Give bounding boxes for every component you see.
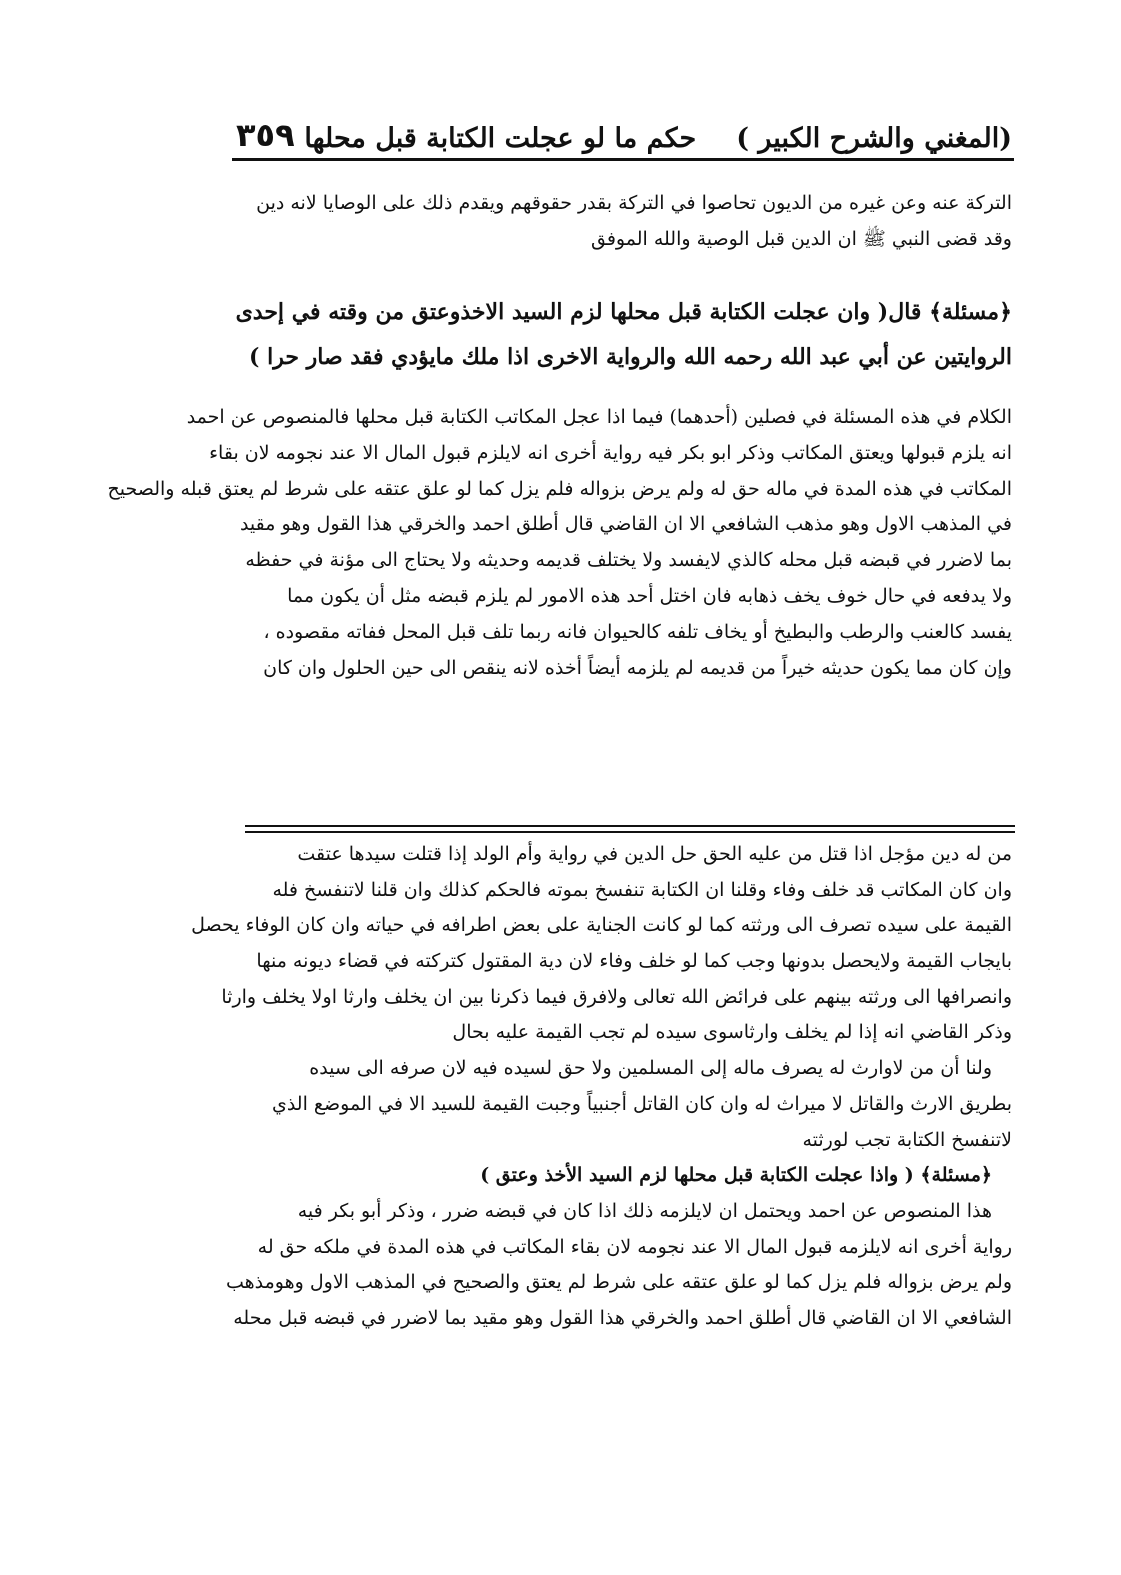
text-line: هذا المنصوص عن احمد ويحتمل ان لايلزمه ذلك اذا كان في قبضه ضرر ، وذكر أبو بكر فيه xyxy=(297,1199,992,1222)
chapter-title: حكم ما لو عجلت الكتابة قبل محلها xyxy=(304,123,697,154)
text-line: من له دين مؤجل اذا قتل من عليه الحق حل الدين في رواية وأم الولد إذا قتلت سيدها عتقت xyxy=(297,843,1012,865)
text-line: الكلام في هذه المسئلة في فصلين (أحدهما) فيما اذا عجل المكاتب الكتابة قبل محلها فالمنصوص عن احمد xyxy=(186,406,1012,428)
text-line: المكاتب في هذه المدة في ماله حق له ولم يرض بزواله فلم يزل كما لو علق عتقه على شرط لم يعتق قبله والصحيح xyxy=(107,477,1012,500)
masala-line: الروايتين عن أبي عبد الله رحمه الله والرواية الاخرى اذا ملك مايؤدي فقد صار حرا ) xyxy=(249,344,1012,370)
text-line: وقد قضى النبي ﷺ ان الدين قبل الوصية والله الموفق xyxy=(591,227,1012,250)
masala-line: ﴿مسئلة﴾ قال( وان عجلت الكتابة قبل محلها لزم السيد الاخذوعتق من وقته في إحدى xyxy=(235,299,1012,325)
text-line: بايجاب القيمة ولايحصل بدونها وجب كما لو خلف وفاء لان دية المقتول كتركته في قضاء ديونه منها xyxy=(256,950,1012,973)
top-paragraph xyxy=(236,186,1012,258)
text-line: وانصرافها الى ورثته بينهم على فرائض الله تعالى ولافرق فيما ذكرنا بين ان يخلف وارثا اولا يخلف وارثا xyxy=(221,985,1012,1008)
commentary-paragraph xyxy=(107,400,1012,686)
text-line: انه يلزم قبولها ويعتق المكاتب وذكر ابو بكر فيه رواية أخرى انه لايلزم قبول المال الا عند نجومه لان بقاء xyxy=(209,441,1012,464)
text-line: وذكر القاضي انه إذا لم يخلف وارثاسوى سيده لم تجب القيمة عليه بحال xyxy=(452,1021,1012,1044)
header-rule xyxy=(232,158,1014,161)
text-line: بما لاضرر في قبضه قبل محله كالذي لايفسد ولا يختلف قديمه وحديثه ولا يحتاج الى مؤنة في حفظه xyxy=(245,549,1012,572)
text-line: الشافعي الا ان القاضي قال أطلق احمد والخرقي هذا القول وهو مقيد بما لاضرر في قبضه قبل محله xyxy=(233,1306,1012,1329)
text-line: رواية أخرى انه لايلزمه قبول المال الا عند نجومه لان بقاء المكاتب في هذه المدة في ملكه حق له xyxy=(257,1235,1012,1258)
text-line: في المذهب الاول وهو مذهب الشافعي الا ان القاضي قال أطلق احمد والخرقي هذا القول وهو مقيد xyxy=(239,513,1012,536)
masala-subheading: ﴿مسئلة﴾ ( واذا عجلت الكتابة قبل محلها لزم السيد الأخذ وعتق ) xyxy=(480,1164,992,1187)
text-line: ولنا أن من لاوارث له يصرف ماله إلى المسلمين ولا حق لسيده فيه لان صرفه الى سيده xyxy=(309,1057,992,1080)
running-header xyxy=(236,108,1012,154)
text-line: بطريق الارث والقاتل لا ميراث له وان كان القاتل أجنبياً وجبت القيمة للسيد الا في الموضع الذي xyxy=(271,1092,1012,1115)
text-line: التركة عنه وعن غيره من الديون تحاصوا في التركة بقدر حقوقهم ويقدم ذلك على الوصايا لانه دين xyxy=(256,192,1012,214)
book-title: (المغني والشرح الكبير ) xyxy=(736,123,1012,154)
masala-heading xyxy=(236,290,1012,380)
lower-commentary xyxy=(191,837,1012,1337)
section-divider xyxy=(245,831,1015,833)
page-number: ٣٥٩ xyxy=(236,116,295,154)
text-line: وان كان المكاتب قد خلف وفاء وقلنا ان الكتابة تنفسخ بموته فالحكم كذلك وان قلنا لاتنفسخ فله xyxy=(272,878,1012,901)
text-line: يفسد كالعنب والرطب والبطيخ أو يخاف تلفه كالحيوان فانه ربما تلف قبل المحل ففاته مقصوده ، xyxy=(263,620,1012,643)
section-divider xyxy=(245,825,1015,827)
text-line: لاتنفسخ الكتابة تجب لورثته xyxy=(802,1128,1012,1151)
text-line: القيمة على سيده تصرف الى ورثته كما لو كانت الجناية على بعض اطرافه في حياته وان كان الوفاء يحصل xyxy=(191,914,1012,937)
text-line: ولا يدفعه في حال خوف يخف ذهابه فان اختل أحد هذه الامور لم يلزم قبضه مثل أن يكون مما xyxy=(287,584,1012,607)
text-line: ولم يرض بزواله فلم يزل كما لو علق عتقه على شرط لم يعتق والصحيح في المذهب الاول وهومذهب xyxy=(225,1271,1012,1294)
text-line: وإن كان مما يكون حديثه خيراً من قديمه لم يلزمه أيضاً أخذه لانه ينقص الى حين الحلول وان كان xyxy=(263,656,1012,679)
